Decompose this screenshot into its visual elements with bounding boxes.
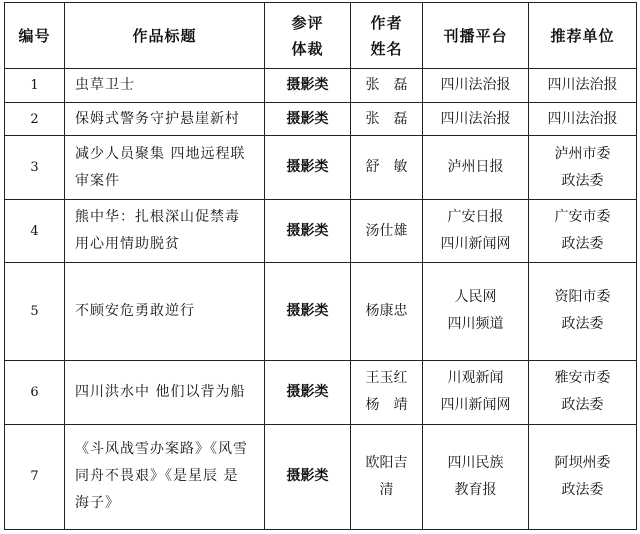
author-line: 王玉红 (365, 370, 408, 387)
author-line: 张 磊 (365, 110, 408, 127)
table-row (5, 263, 637, 360)
work-title-line: 熊中华：扎根深山促禁毒 (75, 209, 240, 226)
unit-line: 泸州市委 (554, 145, 611, 162)
table-row (5, 424, 637, 529)
platform-line: 教育报 (454, 481, 497, 498)
header-platform: 刊播平台 (423, 3, 529, 69)
platform-line: 广安日报 (447, 209, 504, 226)
unit-line: 阿坝州委 (554, 454, 611, 471)
table-row (5, 200, 637, 263)
author-cell (351, 263, 423, 360)
work-title (65, 136, 265, 200)
author-cell (351, 69, 423, 103)
platform-line: 川观新闻 (447, 370, 504, 387)
author-cell (351, 103, 423, 136)
unit-cell (529, 69, 637, 103)
unit-line: 雅安市委 (554, 370, 611, 387)
work-title-line: 保姆式警务守护悬崖新村 (75, 110, 240, 127)
work-title-line: 《斗风战雪办案路》《风雪 (75, 441, 248, 458)
work-title (65, 69, 265, 103)
author-line: 清 (379, 481, 394, 498)
work-title-line: 不顾安危勇敢逆行 (75, 302, 195, 319)
author-cell (351, 200, 423, 263)
platform-line: 泸州日报 (447, 159, 504, 176)
platform-line: 四川频道 (447, 316, 504, 333)
platform-line: 四川新闻网 (440, 397, 511, 414)
genre-cell: 摄影类 (265, 103, 351, 136)
unit-cell (529, 263, 637, 360)
unit-line: 政法委 (561, 172, 604, 189)
platform-cell (423, 263, 529, 360)
unit-cell (529, 200, 637, 263)
author-line: 杨 靖 (365, 397, 408, 414)
author-cell (351, 424, 423, 529)
work-title-line: 海子》 (75, 495, 120, 512)
unit-line: 政法委 (561, 481, 604, 498)
row-number: 6 (5, 360, 65, 424)
author-line: 杨康忠 (365, 302, 408, 319)
author-line: 张 磊 (365, 77, 408, 94)
work-title (65, 360, 265, 424)
unit-cell (529, 360, 637, 424)
work-title-line: 四川洪水中 他们以背为船 (75, 383, 246, 400)
platform-cell (423, 200, 529, 263)
author-line: 汤仕雄 (365, 222, 408, 239)
author-cell (351, 360, 423, 424)
table-row (5, 360, 637, 424)
row-number: 3 (5, 136, 65, 200)
work-title-line: 用心用情助脱贫 (75, 236, 180, 253)
work-title-line: 同舟不畏艰》《是星辰 是 (75, 468, 239, 485)
platform-cell (423, 360, 529, 424)
row-number: 1 (5, 69, 65, 103)
work-title (65, 103, 265, 136)
header-number: 编号 (5, 3, 65, 69)
header-genre-line: 体裁 (291, 39, 324, 58)
unit-line: 资阳市委 (554, 289, 611, 306)
header-row (5, 3, 637, 69)
platform-line: 四川法治报 (440, 77, 511, 94)
header-author-line: 作者 (370, 13, 403, 32)
author-cell (351, 136, 423, 200)
work-title-line: 审案件 (75, 172, 120, 189)
table-row (5, 103, 637, 136)
unit-line: 政法委 (561, 397, 604, 414)
unit-line: 四川法治报 (547, 110, 618, 127)
work-title (65, 200, 265, 263)
unit-cell (529, 136, 637, 200)
table-row (5, 69, 637, 103)
work-title (65, 424, 265, 529)
genre-cell: 摄影类 (265, 200, 351, 263)
genre-cell: 摄影类 (265, 424, 351, 529)
unit-line: 政法委 (561, 236, 604, 253)
genre-cell: 摄影类 (265, 69, 351, 103)
table-row (5, 136, 637, 200)
work-title (65, 263, 265, 360)
unit-line: 四川法治报 (547, 77, 618, 94)
row-number: 4 (5, 200, 65, 263)
row-number: 7 (5, 424, 65, 529)
header-genre (265, 3, 351, 69)
platform-line: 四川法治报 (440, 110, 511, 127)
platform-line: 人民网 (454, 289, 497, 306)
platform-line: 四川新闻网 (440, 236, 511, 253)
platform-cell (423, 69, 529, 103)
genre-cell: 摄影类 (265, 136, 351, 200)
unit-cell (529, 103, 637, 136)
work-title-line: 虫草卫士 (75, 77, 135, 94)
unit-line: 广安市委 (554, 209, 611, 226)
author-line: 舒 敏 (365, 159, 408, 176)
platform-cell (423, 136, 529, 200)
unit-line: 政法委 (561, 316, 604, 333)
header-author (351, 3, 423, 69)
header-title: 作品标题 (65, 3, 265, 69)
unit-cell (529, 424, 637, 529)
platform-cell (423, 103, 529, 136)
work-title-line: 减少人员聚集 四地远程联 (75, 145, 246, 162)
genre-cell: 摄影类 (265, 360, 351, 424)
header-author-line: 姓名 (370, 39, 403, 58)
author-line: 欧阳吉 (365, 454, 408, 471)
platform-line: 四川民族 (447, 454, 504, 471)
genre-cell: 摄影类 (265, 263, 351, 360)
awards-table (4, 2, 637, 530)
row-number: 5 (5, 263, 65, 360)
header-genre-line: 参评 (291, 13, 324, 32)
row-number: 2 (5, 103, 65, 136)
header-unit: 推荐单位 (529, 3, 637, 69)
platform-cell (423, 424, 529, 529)
table-body (5, 69, 637, 530)
